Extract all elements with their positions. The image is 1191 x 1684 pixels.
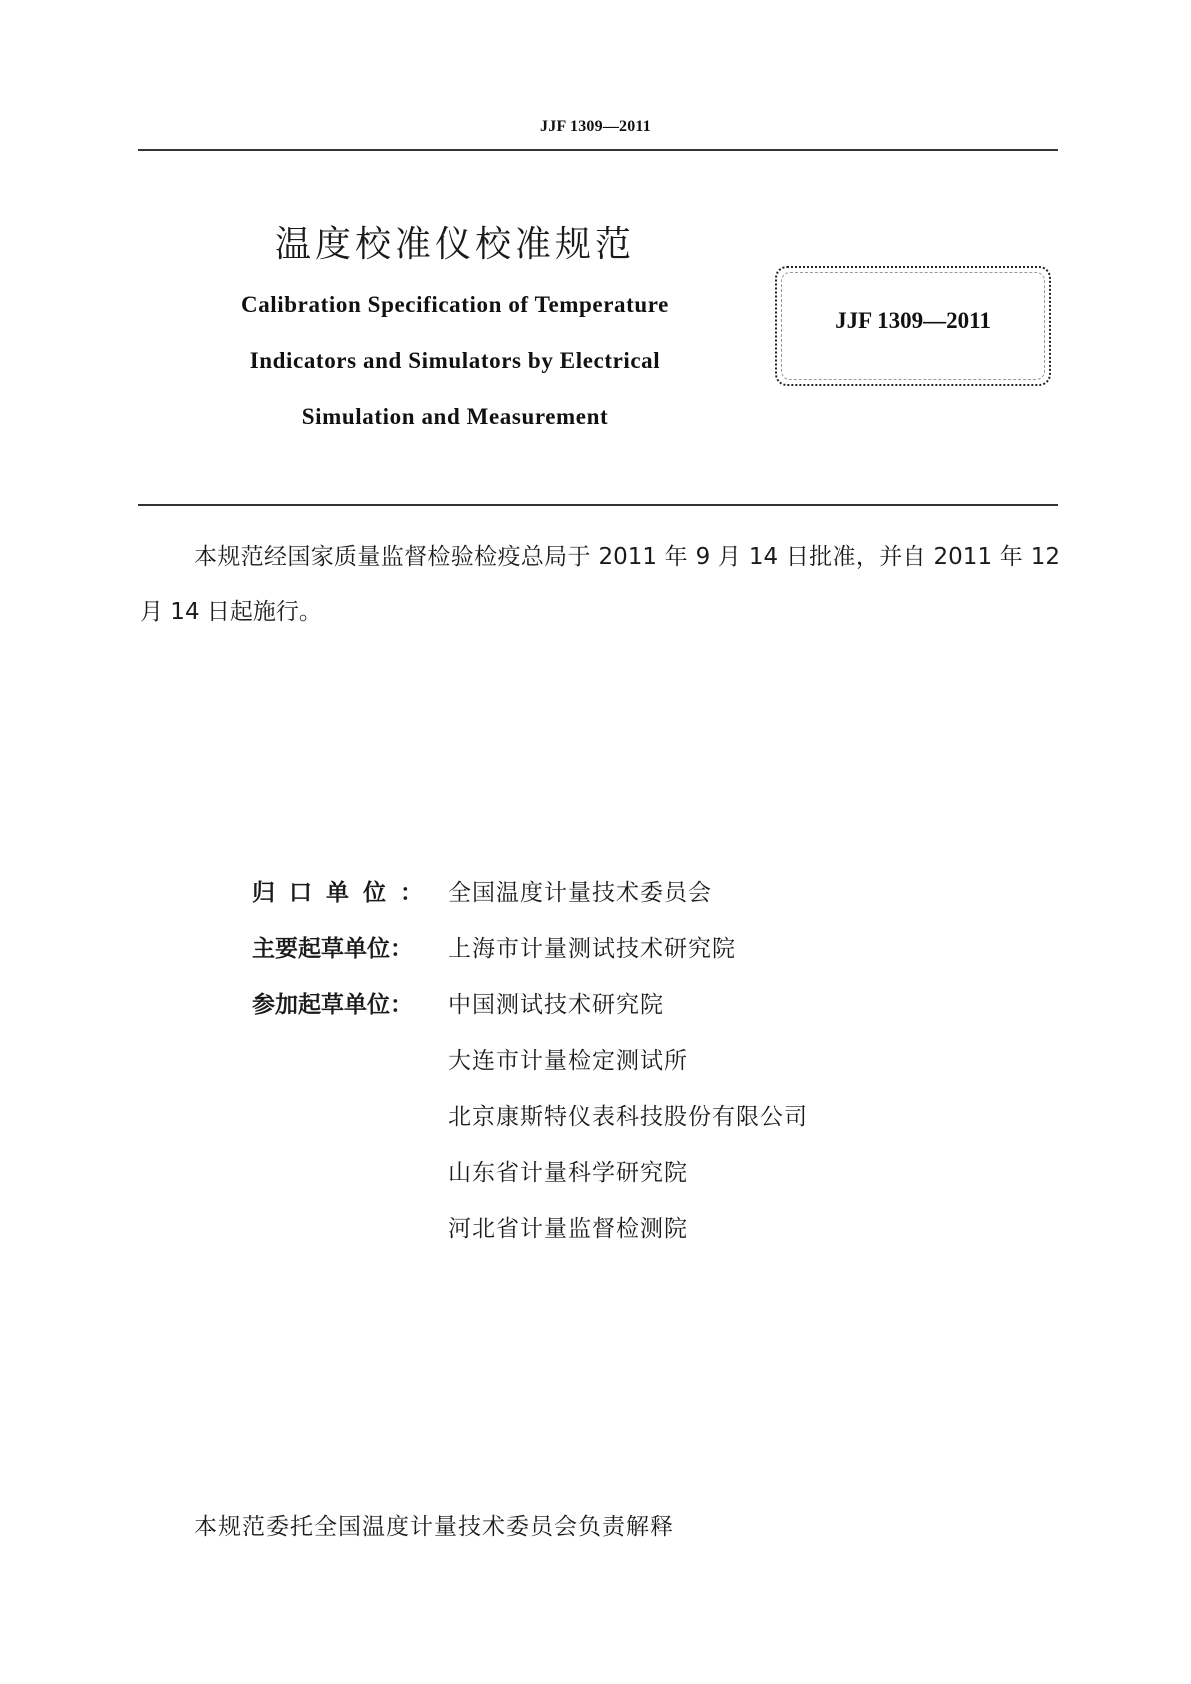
main-drafter-row <box>252 918 736 974</box>
responsible-unit-value: 全国温度计量技术委员会 <box>448 879 712 906</box>
main-drafter-label: 主要起草单位： <box>252 935 413 962</box>
interpretation-note: 本规范委托全国温度计量技术委员会负责解释 <box>194 1514 674 1540</box>
participating-drafter-row <box>252 1198 688 1254</box>
document-code: JJF 1309—2011 <box>835 308 991 333</box>
title-chinese: 温度校准仪校准规范 <box>274 224 635 265</box>
section-rule <box>138 504 1058 506</box>
main-drafter-value: 上海市计量测试技术研究院 <box>448 935 736 962</box>
header-document-code: JJF 1309—2011 <box>540 118 651 135</box>
participating-drafter-row <box>252 1030 688 1086</box>
participating-drafter-value-3: 北京康斯特仪表科技股份有限公司 <box>448 1103 808 1130</box>
participating-drafter-value-2: 大连市计量检定测试所 <box>448 1047 688 1074</box>
participating-drafter-value-1: 中国测试技术研究院 <box>448 991 664 1018</box>
approval-statement: 本规范经国家质量监督检验检疫总局于 2011 年 9 月 14 日批准，并自 2011 年 12 月 14 日起施行。 <box>140 544 1060 625</box>
participating-drafter-row <box>252 1086 808 1142</box>
responsible-unit-label: 归口单位： <box>252 879 437 906</box>
title-english-line-2: Indicators and Simulators by Electrical <box>249 348 661 373</box>
participating-drafter-value-5: 河北省计量监督检测院 <box>448 1215 688 1242</box>
participating-drafter-value-4: 山东省计量科学研究院 <box>448 1159 688 1186</box>
responsible-unit-row <box>252 862 712 918</box>
title-english-line-3: Simulation and Measurement <box>301 404 609 429</box>
header-rule <box>138 149 1058 151</box>
document-code-box <box>775 266 1051 386</box>
participating-drafter-row <box>252 1142 688 1198</box>
title-english-line-1: Calibration Specification of Temperature <box>241 292 669 317</box>
participating-drafter-label: 参加起草单位： <box>252 991 413 1018</box>
participating-drafter-row <box>252 974 664 1030</box>
